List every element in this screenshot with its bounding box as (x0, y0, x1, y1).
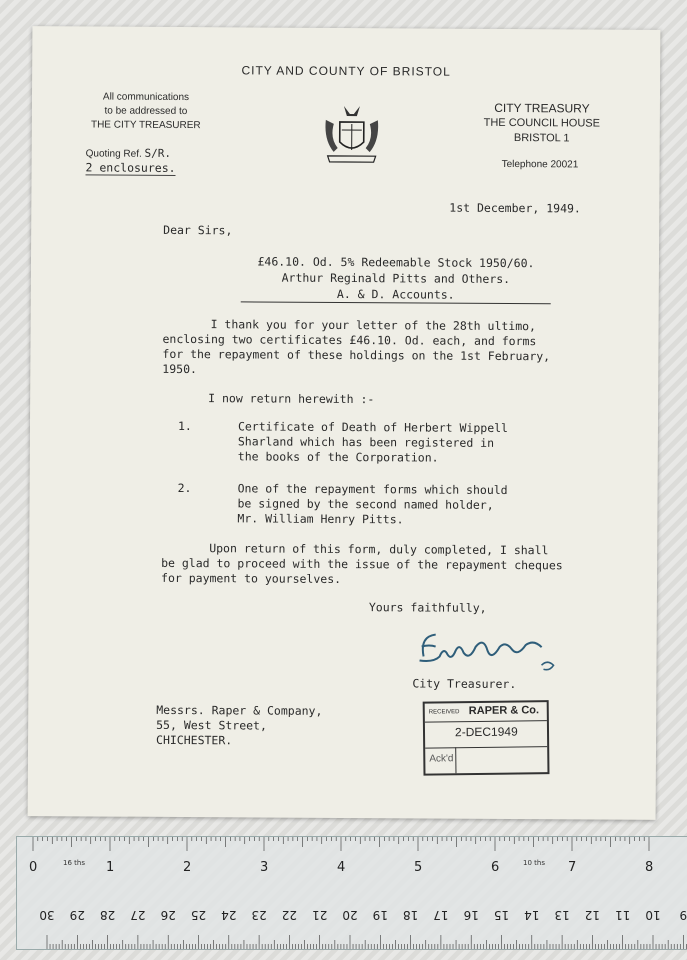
ruler-bottom-number: 18 (402, 908, 419, 922)
subject-block (241, 253, 551, 303)
salutation: Dear Sirs, (163, 222, 233, 238)
signature-icon (413, 616, 563, 683)
recipient-address (156, 703, 322, 749)
item-line: Certificate of Death of Herbert Wippell (237, 419, 509, 436)
ruler-scale (17, 837, 687, 949)
ruler-top-number: 4 (337, 860, 346, 875)
paragraph-1 (162, 317, 622, 380)
treasury-address (472, 101, 612, 147)
stamp-firm: RAPER & Co. (468, 704, 540, 718)
ruler-bottom-number: 29 (69, 908, 85, 922)
instruction-line: to be addressed to (104, 105, 188, 118)
item-line: Sharland which has been registered in (237, 434, 495, 450)
ruler-top-number: 8 (645, 860, 654, 875)
item-text (237, 481, 557, 528)
quoting-value: S/R. (144, 146, 172, 160)
ruler-top-number: 7 (568, 860, 577, 875)
instruction-line: THE CITY TREASURER (90, 119, 201, 132)
ruler-bottom-number: 28 (99, 908, 116, 922)
paragraph-line: enclosing two certificates £46.10. Od. each, and forms (162, 331, 537, 349)
signatory-role: City Treasurer. (412, 676, 517, 692)
ruler-unit-left: 16 ths (63, 859, 85, 867)
item-text (238, 419, 558, 466)
subject-line: A. & D. Accounts. (336, 286, 455, 302)
stamp-received-label: RECEIVED (428, 709, 460, 716)
ruler-bottom-number: 9 (679, 908, 687, 922)
subject-line: Arthur Reginald Pitts and Others. (281, 270, 511, 287)
instruction-line: All communications (102, 91, 190, 104)
ruler-top-number: 3 (260, 860, 269, 875)
item-line: the books of the Corporation. (237, 449, 439, 465)
ruler-bottom-number: 25 (190, 908, 207, 922)
ruler-top-number: 5 (414, 860, 423, 875)
ruler-bottom-number: 14 (524, 908, 540, 922)
quoting-label: Quoting Ref. (85, 148, 142, 160)
treasury-line: CITY TREASURY (494, 100, 590, 116)
ruler-bottom-number: 23 (251, 908, 267, 922)
paragraph-line: I thank you for your letter of the 28th ultimo, (210, 317, 537, 334)
letterhead-title: CITY AND COUNTY OF BRISTOL (241, 63, 451, 79)
ruler-bottom-number: 12 (584, 908, 601, 922)
ruler-bottom-number: 21 (312, 908, 328, 922)
item-line: One of the repayment forms which should (237, 481, 508, 498)
letter-page (28, 26, 661, 820)
treasury-line: THE COUNCIL HOUSE (483, 116, 601, 130)
address-line: Messrs. Raper & Company, (156, 702, 323, 718)
paragraph-2: I now return herewith :- (208, 391, 375, 407)
ruler (16, 836, 687, 950)
city-crest-icon (320, 100, 384, 166)
paragraph-3 (161, 541, 621, 589)
ruler-bottom-number: 27 (130, 908, 146, 922)
ruler-bottom-number: 22 (281, 908, 298, 922)
stamp-date: 2-DEC1949 (454, 724, 518, 740)
paragraph-line: be glad to proceed with the issue of the repayment cheques (161, 555, 563, 573)
ruler-bottom-number: 16 (463, 908, 479, 922)
quoting-ref (86, 146, 172, 160)
ruler-top-number: 0 (29, 860, 38, 875)
letter-date: 1st December, 1949. (449, 200, 581, 216)
address-line: CHICHESTER. (156, 732, 233, 748)
ruler-top-number: 2 (183, 860, 192, 875)
paragraph-line: for the repayment of these holdings on the 1st February, (162, 346, 551, 364)
ruler-bottom-number: 19 (372, 908, 388, 922)
ruler-top-number: 6 (491, 860, 500, 875)
closing: Yours faithfully, (368, 600, 487, 615)
paragraph-line: 1950. (162, 361, 197, 377)
ruler-bottom-number: 30 (39, 908, 55, 922)
treasury-line: BRISTOL 1 (513, 132, 570, 145)
item-line: Mr. William Henry Pitts. (237, 511, 404, 527)
ruler-unit-right: 10 ths (523, 859, 545, 867)
paragraph-line: Upon return of this form, duly completed, I shall (209, 541, 549, 558)
address-instructions (86, 90, 206, 133)
ruler-bottom-number: 17 (433, 908, 449, 922)
ruler-bottom-number: 26 (160, 908, 176, 922)
ruler-top-number: 1 (106, 860, 115, 875)
item-number: 1. (177, 418, 192, 434)
ruler-bottom-number: 20 (342, 908, 358, 922)
ruler-bottom-number: 15 (493, 908, 510, 922)
ruler-bottom-number: 10 (645, 908, 661, 922)
ruler-bottom-number: 13 (554, 908, 570, 922)
paragraph-line: for payment to yourselves. (161, 570, 342, 586)
telephone: Telephone 20021 (501, 158, 579, 171)
item-number: 2. (177, 480, 192, 496)
received-stamp (423, 700, 550, 775)
stamp-ackd: Ack'd (429, 753, 454, 765)
address-line: 55, West Street, (156, 717, 267, 733)
ruler-bottom-number: 24 (221, 908, 237, 922)
subject-line: £46.10. Od. 5% Redeemable Stock 1950/60. (257, 254, 535, 271)
item-line: be signed by the second named holder, (237, 496, 494, 512)
enclosures-note: 2 enclosures. (85, 160, 176, 175)
ruler-bottom-number: 11 (615, 908, 631, 922)
